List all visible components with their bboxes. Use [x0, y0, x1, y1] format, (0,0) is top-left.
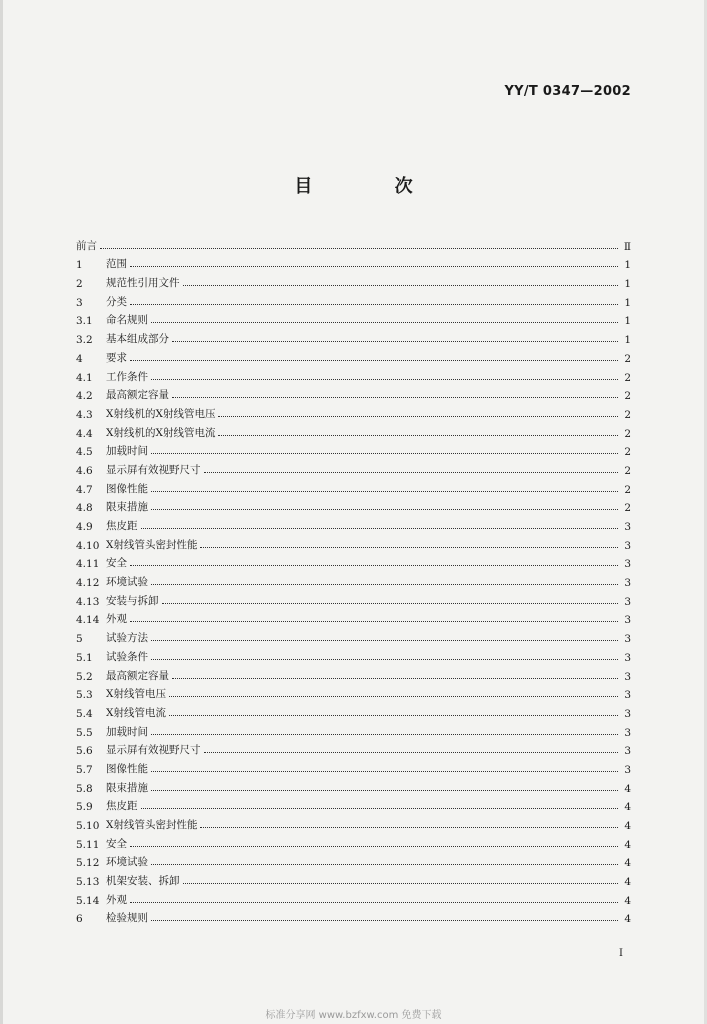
toc-entry-number: 3.2 [76, 334, 93, 347]
toc-entry[interactable] [76, 440, 631, 459]
toc-entry-page: 4 [624, 894, 631, 907]
toc-entry[interactable] [76, 739, 631, 758]
toc-title: 目 次 [294, 176, 451, 197]
toc-entry[interactable] [76, 533, 631, 552]
toc-dot-leader [151, 508, 618, 510]
page-number: I [619, 948, 623, 959]
toc-entry[interactable] [76, 888, 631, 907]
toc-dot-leader [151, 639, 618, 641]
toc-entry[interactable] [76, 309, 631, 328]
document-code: YY/T 0347—2002 [504, 84, 631, 99]
toc-entry[interactable] [76, 626, 631, 645]
toc-entry[interactable] [76, 346, 631, 365]
toc-entry-label: 试验条件 [106, 650, 148, 663]
toc-entry[interactable] [76, 552, 631, 571]
toc-entry-label: 加载时间 [106, 725, 148, 738]
toc-entry-number: 3.1 [76, 315, 93, 328]
toc-entry[interactable] [76, 645, 631, 664]
toc-entry-number: 5.10 [76, 820, 100, 832]
toc-entry-page: 4 [624, 782, 631, 795]
toc-entry-page: 4 [624, 820, 631, 832]
toc-entry-label: 限束措施 [106, 781, 148, 794]
toc-dot-leader [130, 303, 618, 305]
toc-dot-leader [141, 807, 619, 809]
toc-entry[interactable] [76, 851, 631, 870]
toc-entry-number: 5.7 [76, 763, 93, 776]
toc-entry-page: 2 [624, 371, 631, 384]
toc-entry[interactable] [76, 421, 631, 440]
toc-entry[interactable] [76, 832, 631, 851]
toc-entry-page: 2 [624, 446, 631, 459]
toc-dot-leader [183, 882, 619, 884]
toc-entry-number: 5.1 [76, 651, 93, 664]
toc-entry[interactable] [76, 720, 631, 739]
toc-entry-number: 4.4 [76, 427, 93, 440]
toc-entry-page: 3 [624, 745, 631, 758]
toc-entry-page: 3 [624, 689, 631, 702]
toc-dot-leader [172, 677, 618, 679]
toc-entry[interactable] [76, 608, 631, 627]
toc-entry-label: 显示屏有效视野尺寸 [106, 463, 201, 476]
watermark-text: 标准分享网 www.bzfxw.com 免费下载 [265, 1010, 442, 1021]
toc-dot-leader [130, 265, 618, 267]
toc-entry-number: 4.3 [76, 408, 93, 421]
toc-entry-number: 3 [76, 296, 83, 309]
toc-dot-leader [204, 471, 619, 473]
toc-dot-leader [130, 620, 618, 622]
toc-entry-page: 4 [624, 913, 631, 926]
toc-dot-leader [151, 583, 618, 585]
toc-entry-label: 工作条件 [106, 370, 148, 383]
toc-dot-leader [172, 396, 618, 398]
toc-entry[interactable] [76, 813, 631, 832]
toc-entry-label: 焦皮距 [106, 520, 138, 532]
toc-entry[interactable] [76, 234, 631, 253]
toc-entry[interactable] [76, 795, 631, 814]
toc-entry-page: 3 [624, 633, 631, 646]
toc-entry[interactable] [76, 514, 631, 533]
toc-entry-label: X射线机的X射线管电流 [106, 426, 216, 439]
toc-entry-label: 安全 [106, 837, 127, 850]
toc-entry-number: 5.5 [76, 726, 93, 739]
toc-entry-label: 环境试验 [106, 576, 148, 589]
toc-dot-leader [183, 284, 619, 286]
toc-entry[interactable] [76, 477, 631, 496]
toc-entry-number: 5.9 [76, 801, 93, 814]
table-of-contents [76, 234, 631, 925]
toc-dot-leader [151, 321, 618, 323]
toc-entry-label: 安全 [106, 557, 127, 570]
toc-entry[interactable] [76, 701, 631, 720]
toc-entry-number: 6 [76, 913, 83, 926]
toc-entry[interactable] [76, 327, 631, 346]
toc-entry-page: 2 [624, 408, 631, 421]
toc-entry-label: 前言 [76, 239, 97, 252]
toc-entry-label: 显示屏有效视野尺寸 [106, 744, 201, 757]
toc-entry-number: 5 [76, 633, 83, 646]
toc-dot-leader [169, 714, 618, 716]
toc-entry-page: 2 [624, 464, 631, 477]
toc-entry-page: 3 [624, 577, 631, 590]
toc-entry-number: 4.8 [76, 502, 93, 515]
toc-entry-page: 3 [624, 595, 631, 608]
toc-entry-number: 5.6 [76, 745, 93, 758]
toc-entry-page: 1 [624, 259, 631, 272]
toc-entry-label: 命名规则 [106, 314, 148, 327]
toc-entry-label: 最高额定容量 [106, 669, 169, 682]
toc-entry-page: 4 [624, 801, 631, 814]
toc-dot-leader [130, 359, 618, 361]
toc-entry-number: 1 [76, 259, 83, 272]
toc-dot-leader [151, 863, 618, 865]
toc-dot-leader [200, 826, 618, 828]
toc-entry-page: 3 [624, 707, 631, 720]
toc-entry-page: 3 [624, 539, 631, 552]
toc-entry-number: 4.5 [76, 446, 93, 459]
toc-dot-leader [151, 378, 618, 380]
toc-entry-page: 3 [624, 726, 631, 739]
toc-entry-label: 试验方法 [106, 632, 148, 645]
toc-entry-label: X射线管头密封性能 [106, 819, 198, 831]
toc-entry-number: 4.10 [76, 539, 100, 552]
toc-entry-number: 4.13 [76, 595, 100, 608]
toc-entry-page: 3 [624, 763, 631, 776]
toc-dot-leader [151, 789, 618, 791]
toc-entry[interactable] [76, 776, 631, 795]
toc-entry-label: 规范性引用文件 [106, 277, 180, 290]
scan-edge-left [0, 0, 3, 1024]
toc-entry-page: 2 [624, 427, 631, 440]
toc-entry-number: 5.3 [76, 689, 93, 702]
toc-entry-label: 加载时间 [106, 445, 148, 458]
toc-entry-label: 限束措施 [106, 501, 148, 514]
toc-entry-number: 5.4 [76, 707, 93, 720]
toc-entry-number: 5.13 [76, 876, 100, 889]
toc-entry-number: 4.11 [76, 558, 100, 571]
toc-entry[interactable] [76, 458, 631, 477]
toc-entry-number: 5.2 [76, 670, 93, 683]
toc-dot-leader [130, 845, 618, 847]
toc-entry-label: 外观 [106, 613, 127, 626]
toc-dot-leader [151, 452, 618, 454]
toc-dot-leader [169, 695, 618, 697]
toc-dot-leader [218, 415, 618, 417]
toc-entry-number: 4.7 [76, 483, 93, 496]
toc-entry[interactable] [76, 869, 631, 888]
toc-entry-label: 环境试验 [106, 856, 148, 869]
toc-entry-number: 5.11 [76, 838, 100, 851]
toc-entry-page: Ⅱ [623, 240, 631, 253]
toc-entry[interactable] [76, 496, 631, 515]
toc-entry-page: 1 [624, 334, 631, 347]
toc-entry-label: 安装与拆卸 [106, 594, 159, 607]
toc-entry-label: X射线机的X射线管电压 [106, 407, 216, 420]
toc-entry-label: 分类 [106, 295, 127, 308]
toc-entry-label: X射线管电流 [106, 706, 166, 719]
toc-entry-label: 外观 [106, 893, 127, 906]
toc-dot-leader [100, 247, 618, 249]
toc-entry-page: 1 [624, 296, 631, 309]
toc-entry-page: 4 [624, 838, 631, 851]
toc-entry-label: 机架安装、拆卸 [106, 875, 180, 888]
toc-dot-leader [204, 751, 619, 753]
toc-entry-number: 5.8 [76, 782, 93, 795]
toc-entry-page: 2 [624, 352, 631, 365]
toc-entry[interactable] [76, 589, 631, 608]
toc-entry[interactable] [76, 907, 631, 926]
toc-entry-page: 3 [624, 614, 631, 627]
toc-dot-leader [130, 564, 618, 566]
toc-entry-label: 基本组成部分 [106, 333, 169, 346]
toc-entry-label: 图像性能 [106, 482, 148, 495]
toc-entry-page: 3 [624, 521, 631, 533]
toc-entry-label: 最高额定容量 [106, 389, 169, 402]
toc-entry-number: 4.6 [76, 464, 93, 477]
toc-entry-page: 4 [624, 876, 631, 889]
toc-entry[interactable] [76, 757, 631, 776]
toc-entry[interactable] [76, 365, 631, 384]
toc-entry[interactable] [76, 570, 631, 589]
toc-entry-label: X射线管电压 [106, 688, 166, 701]
toc-dot-leader [151, 770, 618, 772]
toc-dot-leader [151, 490, 618, 492]
toc-entry[interactable] [76, 253, 631, 272]
toc-entry[interactable] [76, 683, 631, 702]
toc-entry-number: 4.2 [76, 390, 93, 403]
toc-entry-number: 5.14 [76, 894, 100, 907]
toc-entry-label: 检验规则 [106, 912, 148, 925]
toc-entry-number: 2 [76, 278, 83, 291]
toc-entry[interactable] [76, 271, 631, 290]
toc-entry-number: 4.1 [76, 371, 93, 384]
toc-entry-number: 4 [76, 352, 83, 365]
toc-dot-leader [162, 602, 619, 604]
toc-entry-number: 4.9 [76, 521, 93, 533]
toc-entry-page: 2 [624, 502, 631, 515]
toc-dot-leader [151, 919, 618, 921]
toc-entry-page: 2 [624, 390, 631, 403]
toc-entry-page: 3 [624, 558, 631, 571]
toc-entry-page: 1 [624, 315, 631, 328]
toc-entry-number: 4.14 [76, 614, 100, 627]
toc-dot-leader [218, 434, 618, 436]
toc-entry-label: X射线管头密封性能 [106, 538, 198, 551]
toc-entry[interactable] [76, 402, 631, 421]
toc-entry-number: 5.12 [76, 857, 100, 870]
toc-dot-leader [130, 901, 618, 903]
toc-entry[interactable] [76, 664, 631, 683]
toc-dot-leader [151, 658, 618, 660]
toc-entry-page: 3 [624, 651, 631, 664]
toc-dot-leader [141, 527, 619, 529]
toc-entry[interactable] [76, 384, 631, 403]
toc-entry-page: 3 [624, 670, 631, 683]
toc-entry-label: 范围 [106, 258, 127, 271]
toc-dot-leader [200, 546, 618, 548]
toc-entry-label: 图像性能 [106, 762, 148, 775]
toc-entry-number: 4.12 [76, 577, 100, 590]
toc-entry-page: 2 [624, 483, 631, 496]
toc-entry-label: 要求 [106, 351, 127, 364]
toc-entry-label: 焦皮距 [106, 800, 138, 813]
toc-entry-page: 1 [624, 278, 631, 291]
toc-entry-page: 4 [624, 857, 631, 870]
toc-dot-leader [172, 340, 618, 342]
toc-entry[interactable] [76, 290, 631, 309]
toc-dot-leader [151, 733, 618, 735]
